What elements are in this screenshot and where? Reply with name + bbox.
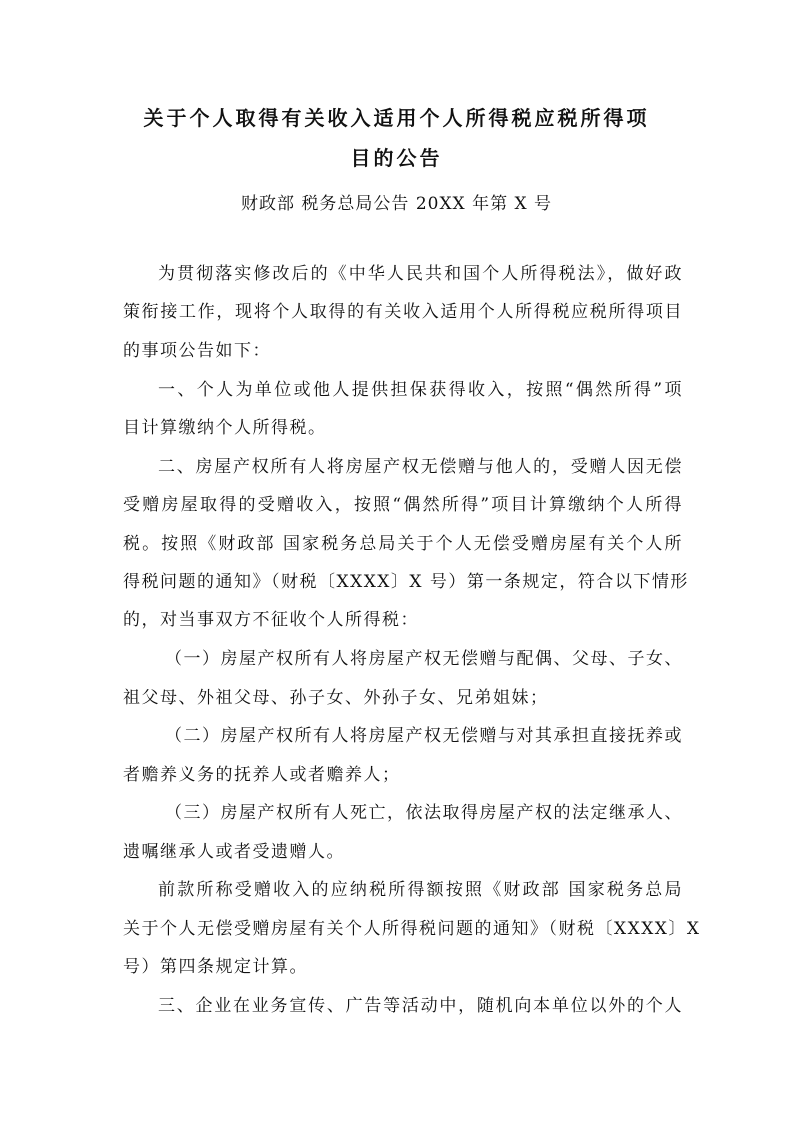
body-line: 祖父母、外祖父母、孙子女、外孙子女、兄弟姐妹； xyxy=(123,688,549,708)
body-line: 前款所称受赠收入的应纳税所得额按照《财政部 国家税务总局 xyxy=(158,880,683,900)
body-line: 为贯彻落实修改后的《中华人民共和国个人所得税法》，做好政 xyxy=(158,264,683,284)
body-line: 遗嘱继承人或者受遗赠人。 xyxy=(123,842,345,862)
body-line: 的，对当事双方不征收个人所得税： xyxy=(123,610,419,630)
body-line: （一）房屋产权所有人将房屋产权无偿赠与配偶、父母、子女、 xyxy=(165,649,683,669)
document-title-line-1: 关于个人取得有关收入适用个人所得税应税所得项 xyxy=(143,106,650,130)
body-line: 关于个人无偿受赠房屋有关个人所得税问题的通知》（财税〔XXXX〕X xyxy=(123,919,701,939)
body-line: 者赡养义务的抚养人或者赡养人； xyxy=(123,765,401,785)
body-line: 策衔接工作，现将个人取得的有关收入适用个人所得税应税所得项目 xyxy=(123,302,683,322)
body-line: （二）房屋产权所有人将房屋产权无偿赠与对其承担直接抚养或 xyxy=(165,726,683,746)
body-line: （三）房屋产权所有人死亡，依法取得房屋产权的法定继承人、 xyxy=(165,803,683,823)
body-line: 目计算缴纳个人所得税。 xyxy=(123,418,327,438)
body-line: 号）第四条规定计算。 xyxy=(123,957,308,977)
body-line: 的事项公告如下： xyxy=(123,341,271,361)
body-line: 二、房屋产权所有人将房屋产权无偿赠与他人的，受赠人因无偿 xyxy=(158,457,683,477)
body-line: 税。按照《财政部 国家税务总局关于个人无偿受赠房屋有关个人所 xyxy=(123,534,683,554)
document-title-line-2: 目的公告 xyxy=(350,146,443,170)
body-line: 得税问题的通知》（财税〔XXXX〕X 号）第一条规定，符合以下情形 xyxy=(123,572,689,592)
body-line: 受赠房屋取得的受赠收入，按照“偶然所得”项目计算缴纳个人所得 xyxy=(123,495,683,515)
body-line: 一、个人为单位或他人提供担保获得收入，按照“偶然所得”项 xyxy=(158,380,683,400)
body-line: 三、企业在业务宣传、广告等活动中，随机向本单位以外的个人 xyxy=(158,996,683,1016)
document-subtitle: 财政部 税务总局公告 20XX 年第 X 号 xyxy=(241,194,552,214)
